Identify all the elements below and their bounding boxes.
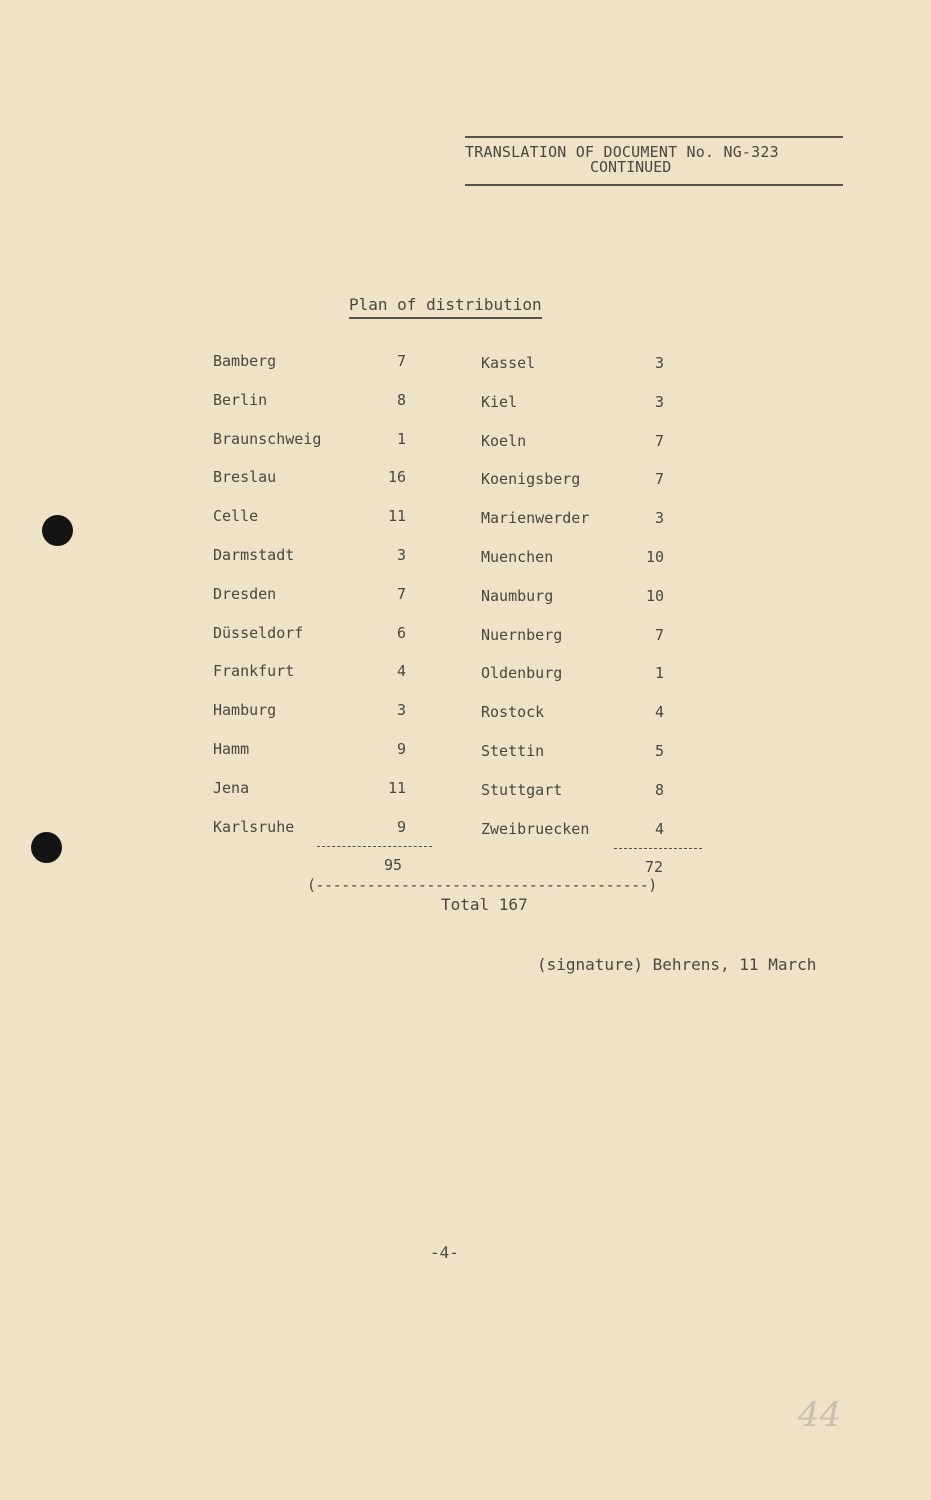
city-name: Karlsruhe [213, 818, 295, 836]
city-name: Kiel [481, 393, 518, 411]
city-count: 3 [654, 393, 664, 411]
city-count: 3 [396, 701, 406, 719]
city-count: 4 [654, 703, 664, 721]
document-header [465, 136, 843, 186]
city-count: 6 [396, 624, 406, 642]
city-name: Zweibruecken [481, 820, 590, 838]
city-name: Celle [213, 507, 259, 525]
city-name: Hamburg [213, 701, 277, 719]
city-count: 5 [654, 742, 664, 760]
city-name: Braunschweig [213, 430, 322, 448]
total-bracket: (---------------------------------------) [307, 876, 657, 894]
page-number: -4- [430, 1243, 459, 1262]
city-count: 7 [654, 470, 664, 488]
city-count: 7 [654, 432, 664, 450]
city-count: 11 [387, 779, 406, 797]
city-name: Hamm [213, 740, 250, 758]
page-title: Plan of distribution [349, 295, 542, 319]
city-name: Breslau [213, 468, 277, 486]
city-count: 4 [654, 820, 664, 838]
city-count: 7 [396, 585, 406, 603]
city-name: Bamberg [213, 352, 277, 370]
city-name: Dresden [213, 585, 277, 603]
city-name: Koenigsberg [481, 470, 581, 488]
city-name: Oldenburg [481, 664, 563, 682]
signature-line: (signature) Behrens, 11 March [537, 955, 817, 974]
city-name: Darmstadt [213, 546, 295, 564]
city-name: Jena [213, 779, 250, 797]
city-name: Koeln [481, 432, 527, 450]
city-name: Berlin [213, 391, 268, 409]
punch-hole-bottom [31, 832, 62, 863]
header-rule-bottom [465, 184, 843, 186]
city-name: Düsseldorf [213, 624, 304, 642]
left-subtotal: 95 [384, 856, 403, 874]
city-name: Muenchen [481, 548, 554, 566]
archive-number: 44 [798, 1395, 842, 1435]
city-count: 4 [396, 662, 406, 680]
city-count: 3 [654, 354, 664, 372]
city-count: 1 [396, 430, 406, 448]
city-count: 10 [645, 587, 664, 605]
city-count: 7 [396, 352, 406, 370]
header-continued: CONTINUED [590, 158, 672, 176]
header-rule-top [465, 136, 843, 138]
city-count: 8 [396, 391, 406, 409]
city-name: Marienwerder [481, 509, 590, 527]
city-name: Stuttgart [481, 781, 563, 799]
grand-total: Total 167 [441, 895, 528, 914]
city-count: 10 [645, 548, 664, 566]
city-count: 3 [654, 509, 664, 527]
city-count: 11 [387, 507, 406, 525]
right-subtotal: 72 [645, 858, 664, 876]
city-name: Nuernberg [481, 626, 563, 644]
city-name: Rostock [481, 703, 545, 721]
city-count: 8 [654, 781, 664, 799]
city-name: Stettin [481, 742, 545, 760]
left-sum-line [317, 846, 432, 847]
city-count: 7 [654, 626, 664, 644]
city-name: Frankfurt [213, 662, 295, 680]
header-title: TRANSLATION OF DOCUMENT No. NG-323 [465, 143, 779, 161]
city-name: Kassel [481, 354, 536, 372]
city-count: 9 [396, 818, 406, 836]
city-count: 9 [396, 740, 406, 758]
right-sum-line [614, 848, 702, 849]
punch-hole-top [42, 515, 73, 546]
city-count: 16 [387, 468, 406, 486]
city-name: Naumburg [481, 587, 554, 605]
city-count: 3 [396, 546, 406, 564]
city-count: 1 [654, 664, 664, 682]
